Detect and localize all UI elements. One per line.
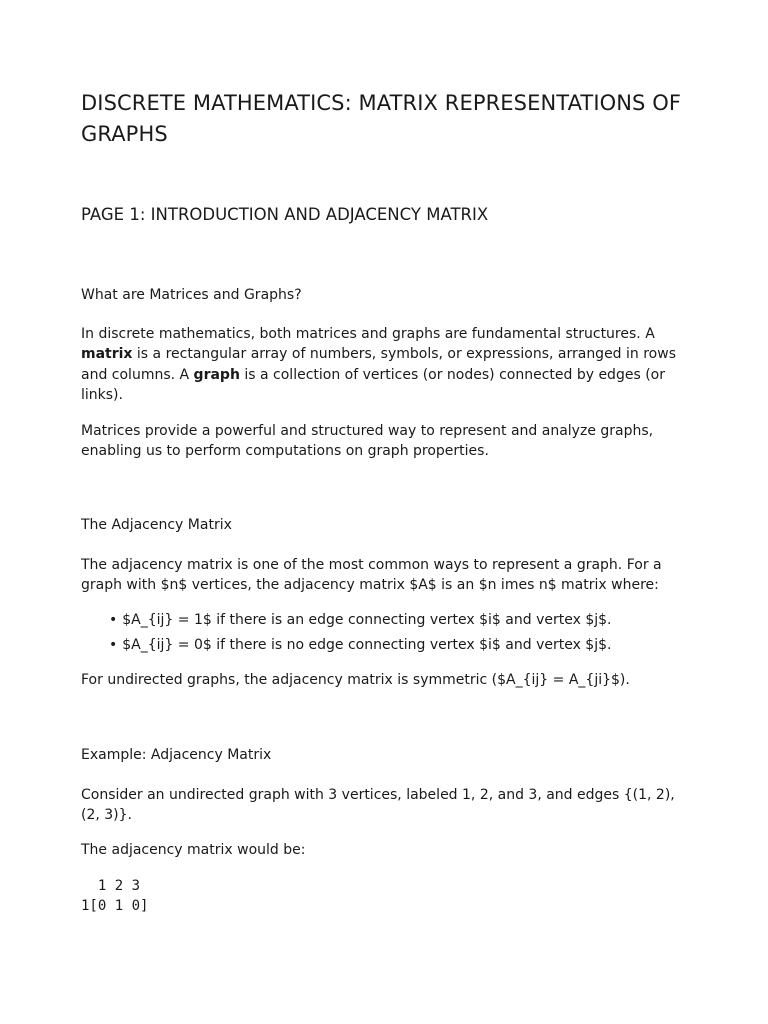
- section-heading-example: Example: Adjacency Matrix: [81, 747, 272, 763]
- adjacency-definition-list: [109, 608, 611, 658]
- matrix-header-line: 1 2 3: [81, 878, 141, 894]
- matrix-term: matrix: [81, 346, 133, 363]
- adjacency-paragraph-1: The adjacency matrix is one of the most common ways to represent a graph. For a graph with $n$ vertices, the adjacency matrix $A$ is an $n imes n$ matrix where:: [81, 557, 662, 594]
- list-item: • $A_{ij} = 1$ if there is an edge connecting vertex $i$ and vertex $j$.: [109, 608, 611, 633]
- section-heading-adjacency: The Adjacency Matrix: [81, 517, 232, 533]
- example-paragraph-2: The adjacency matrix would be:: [81, 842, 306, 858]
- example-paragraph-1: Consider an undirected graph with 3 vertices, labeled 1, 2, and 3, and edges {(1, 2), (2, 3)}.: [81, 787, 675, 824]
- page-heading: PAGE 1: INTRODUCTION AND ADJACENCY MATRIX: [81, 205, 489, 224]
- intro-paragraph-2: Matrices provide a powerful and structured way to represent and analyze graphs, enabling us to perform computations on graph properties.: [81, 423, 654, 460]
- matrix-row-line: 1[0 1 0]: [81, 898, 149, 914]
- list-item: • $A_{ij} = 0$ if there is no edge connecting vertex $i$ and vertex $j$.: [109, 633, 611, 658]
- intro-text-part-1: In discrete mathematics, both matrices and graphs are fundamental structures. A: [81, 326, 655, 342]
- adjacency-paragraph-2: For undirected graphs, the adjacency matrix is symmetric ($A_{ij} = A_{ji}$).: [81, 672, 630, 688]
- section-heading-intro: What are Matrices and Graphs?: [81, 287, 302, 303]
- intro-text-part-2: is a rectangular array of numbers, symbols, or expressions, arranged in rows and columns. A: [81, 346, 676, 383]
- graph-term: graph: [193, 366, 240, 383]
- intro-paragraph-1: [81, 324, 686, 406]
- intro-text-part-3: is a collection of vertices (or nodes) connected by edges (or links).: [81, 366, 665, 404]
- document-title: DISCRETE MATHEMATICS: MATRIX REPRESENTATIONS OF GRAPHS: [81, 91, 682, 146]
